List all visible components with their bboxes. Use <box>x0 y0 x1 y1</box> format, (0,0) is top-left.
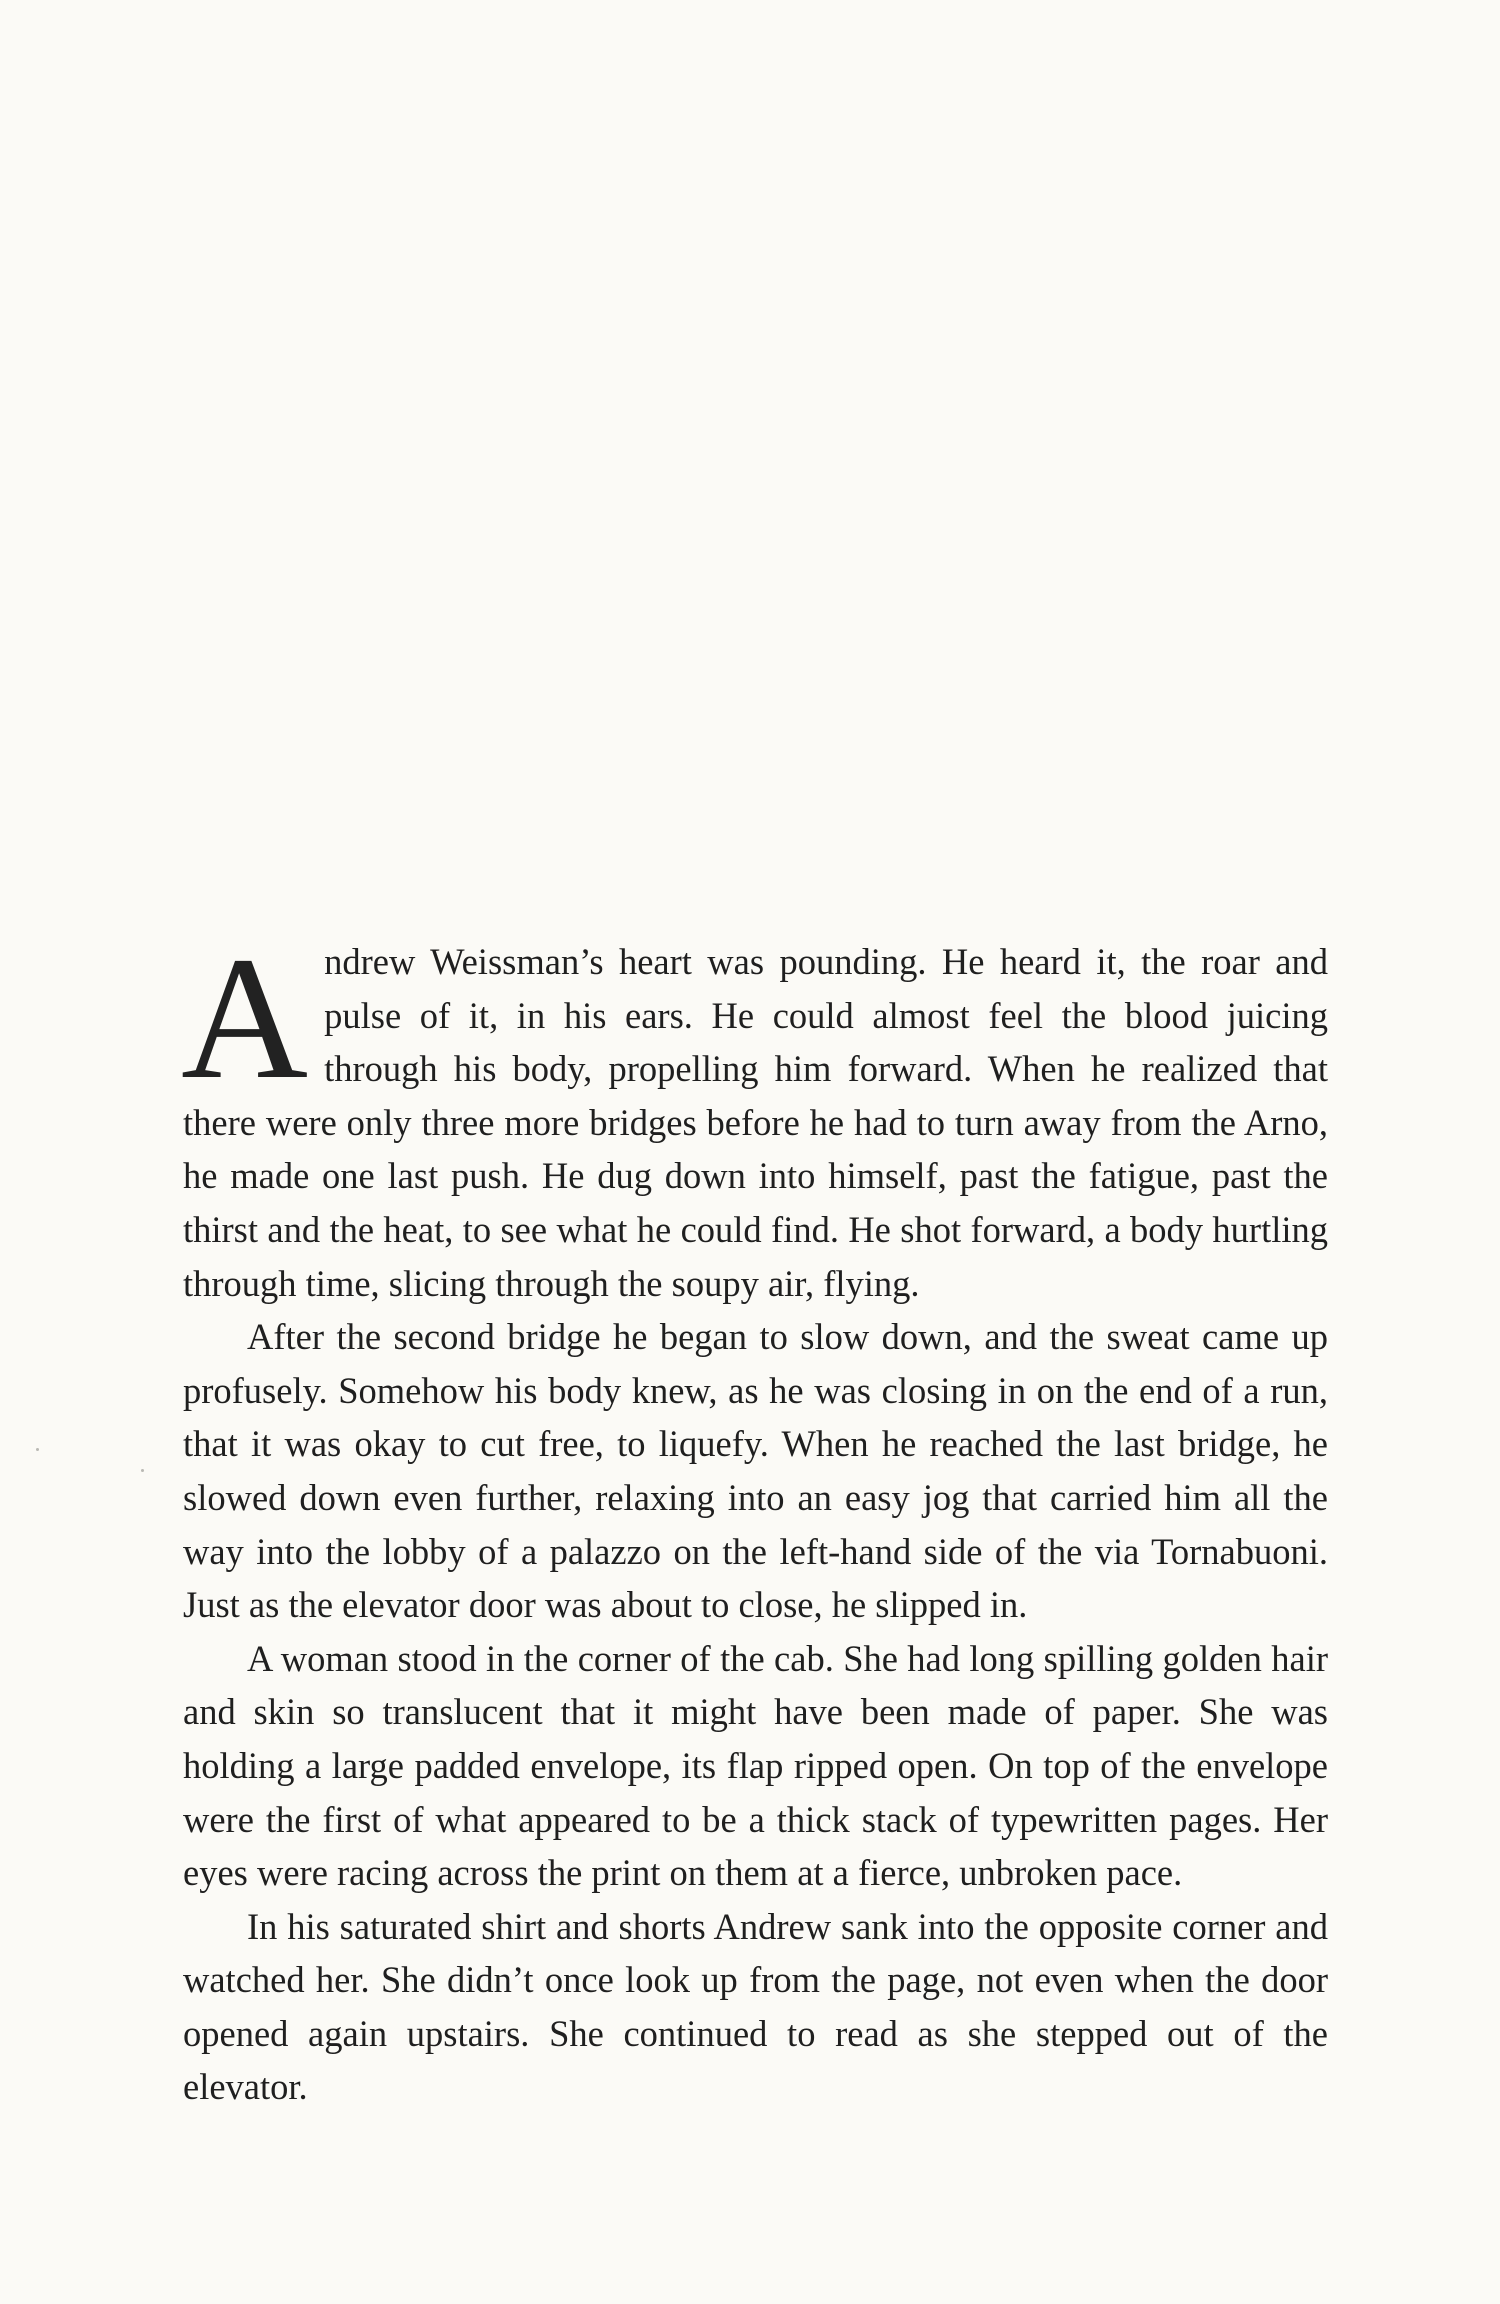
paper-speck <box>36 1448 39 1451</box>
chapter-text <box>181 921 1328 2114</box>
paragraph-3: A woman stood in the corner of the cab. She had long spilling golden hair and skin so translucent that it might have been made of paper. She was holding a large padded envelope, its flap ripped open. On top of the envelope were the first of what appeared to be a thick stack of typewritten pages. Her eyes were racing across the print on them at a fierce, unbroken pace. <box>183 1637 1328 1894</box>
paragraph-1 <box>181 921 1328 1310</box>
paragraph-4: In his saturated shirt and shorts Andrew sank into the opposite corner and watched her. She didn’t once look up from the page, not even when the door opened again upstairs. She continued to read as she stepped out of the elevator. <box>183 1905 1328 2108</box>
paragraph-2: After the second bridge he began to slow down, and the sweat came up profusely. Somehow his body knew, as he was closing in on the end of a run, that it was okay to cut free, to liquefy. When he reached the last bridge, he slowed down even further, relaxing into an easy jog that carried him all the way into the lobby of a palazzo on the left-hand side of the via Tornabuoni. Just as the elevator door was about to close, he slipped in. <box>183 1316 1328 1626</box>
paper-speck <box>141 1469 144 1472</box>
paragraph-1-text: ndrew Weissman’s heart was pounding. He heard it, the roar and pulse of it, in his ears. He could almost feel the blood juicing through his body, propelling him forward. When he realized that there were only three more bridges before he had to turn away from the Arno, he made one last push. He dug down into himself, past the fatigue, past the thirst and the heat, to see what he could find. He shot forward, a body hurtling through time, slicing through the soupy air, flying. <box>183 941 1328 1304</box>
drop-cap: A <box>181 921 309 1116</box>
